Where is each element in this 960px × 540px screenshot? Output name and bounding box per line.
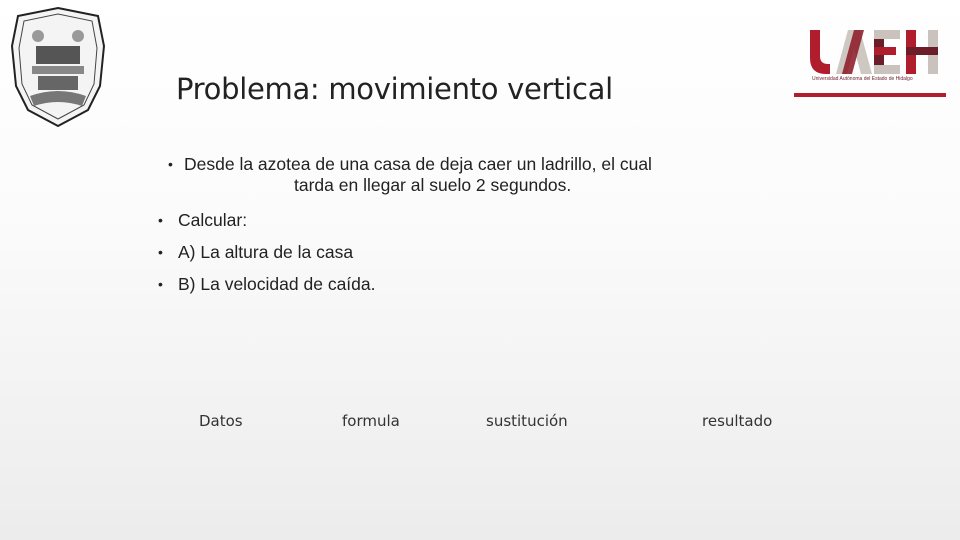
bullet-icon: • — [168, 156, 173, 172]
column-sustitucion: sustitución — [486, 412, 568, 430]
column-datos: Datos — [199, 412, 243, 430]
list-item — [158, 268, 376, 300]
bullet-icon: • — [158, 276, 163, 292]
statement-line-1: Desde la azotea de una casa de deja caer un ladrillo, el cual — [184, 154, 652, 174]
list-item — [158, 236, 376, 268]
problem-statement — [168, 154, 728, 196]
list-item-text: B) La velocidad de caída. — [178, 274, 376, 294]
column-headers — [0, 412, 960, 434]
list-item — [158, 204, 376, 236]
uaeh-brand-logo — [808, 26, 948, 102]
bullet-icon: • — [158, 212, 163, 228]
brand-rule — [794, 93, 946, 97]
slide-title: Problema: movimiento vertical — [176, 72, 613, 106]
task-list — [158, 204, 376, 300]
list-item-text: Calcular: — [178, 210, 248, 230]
statement-line-2: tarda en llegar al suelo 2 segundos. — [294, 175, 572, 195]
column-formula: formula — [342, 412, 400, 430]
bullet-icon: • — [158, 244, 163, 260]
column-resultado: resultado — [702, 412, 773, 430]
list-item-text: A) La altura de la casa — [178, 242, 354, 262]
brand-tagline: Universidad Autónoma del Estado de Hidalgo — [812, 76, 913, 82]
uaeh-seal-logo — [8, 6, 108, 128]
